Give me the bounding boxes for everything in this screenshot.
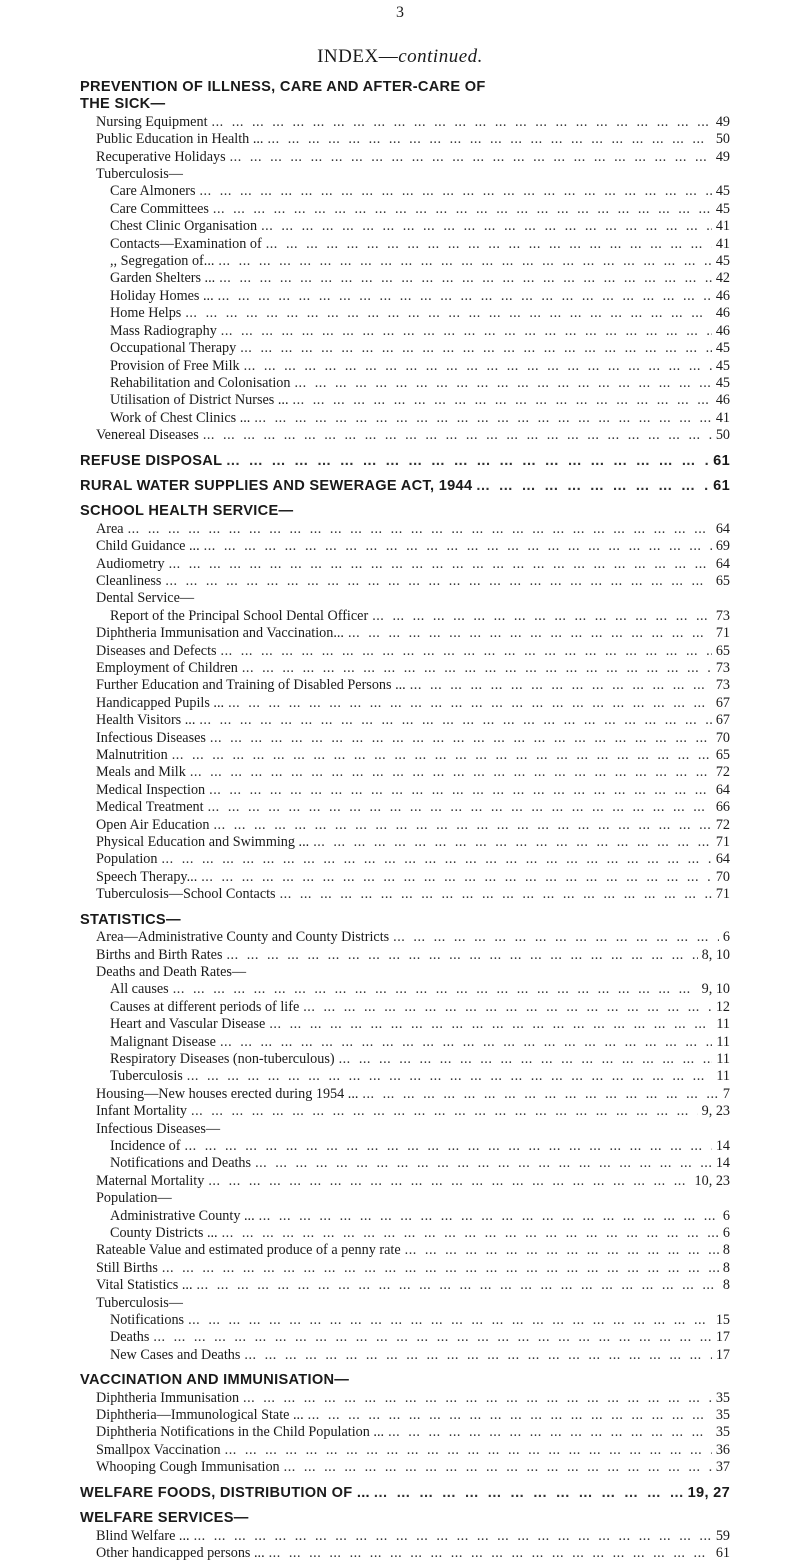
index-list: [80, 79, 730, 1562]
entry-page-number: 65: [715, 572, 730, 589]
entry-title: Maternal Mortality: [96, 1172, 205, 1189]
entry-page-number: 64: [715, 555, 730, 572]
dot-leader: [313, 834, 712, 851]
section-heading: SCHOOL HEALTH SERVICE—: [80, 503, 294, 520]
entry-page-number: 46: [715, 392, 730, 409]
entry-title: Meals and Milk: [96, 764, 186, 781]
dot-leader: [128, 521, 712, 538]
index-entry: [80, 236, 730, 253]
entry-page-number: 6: [722, 1225, 730, 1241]
entry-page-number: 61: [715, 1544, 730, 1561]
entry-title: Other handicapped persons ...: [96, 1544, 265, 1561]
dot-leader: [153, 1329, 711, 1346]
index-entry: [80, 929, 730, 946]
dot-leader: [293, 392, 712, 409]
entry-title: Tuberculosis: [110, 1068, 183, 1085]
entry-title: Housing—New houses erected during 1954 ...: [96, 1085, 359, 1102]
entry-page-number: 17: [715, 1329, 730, 1346]
page-title: [0, 46, 800, 68]
entry-page-number: 6: [722, 1207, 730, 1224]
dot-leader: [405, 1242, 719, 1259]
entry-title: Audiometry: [96, 555, 165, 572]
entry-title: REFUSE DISPOSAL: [80, 452, 223, 469]
entry-page-number: 66: [715, 799, 730, 816]
subsection-heading: Tuberculosis—: [96, 1294, 183, 1311]
entry-title: Speech Therapy...: [96, 868, 198, 885]
dot-leader: [243, 1390, 712, 1407]
entry-title: Contacts—Examination of: [110, 235, 262, 252]
dot-leader: [191, 1103, 698, 1120]
index-entry: [80, 643, 730, 660]
dot-leader: [172, 747, 712, 764]
dot-leader: [393, 929, 719, 946]
entry-page-number: 9, 23: [701, 1103, 730, 1120]
entry-title: Area: [96, 520, 124, 537]
dot-leader: [339, 1051, 713, 1068]
entry-title: Medical Inspection: [96, 781, 206, 798]
dot-leader: [209, 782, 712, 799]
entry-title: Handicapped Pupils ...: [96, 694, 225, 711]
subsection-heading: Dental Service—: [96, 590, 195, 607]
entry-title: RURAL WATER SUPPLIES AND SEWERAGE ACT, 1944: [80, 477, 473, 494]
entry-page-number: 8, 10: [701, 946, 730, 963]
index-entry: [80, 1173, 730, 1190]
dot-leader: [197, 1277, 719, 1294]
page-number: 3: [396, 4, 404, 21]
index-entry: [80, 392, 730, 409]
entry-title: Public Education in Health ...: [96, 131, 264, 148]
index-entry: [80, 270, 730, 287]
entry-title: Child Guidance ...: [96, 538, 200, 555]
index-entry: [80, 218, 730, 235]
index-entry: [80, 1208, 730, 1225]
entry-title: Incidence of: [110, 1137, 181, 1154]
dot-leader: [267, 131, 711, 148]
entry-page-number: 41: [715, 409, 730, 426]
entry-title: Notifications: [110, 1312, 185, 1329]
entry-page-number: 41: [715, 235, 730, 252]
index-entry: [80, 538, 730, 555]
entry-page-number: 71: [715, 625, 730, 642]
dot-leader: [210, 730, 712, 747]
dot-leader: [476, 478, 709, 495]
dot-leader: [220, 1034, 712, 1051]
index-entry: [80, 981, 730, 998]
entry-page-number: 8: [722, 1242, 730, 1259]
entry-title: Report of the Principal School Dental Officer: [110, 607, 369, 624]
entry-title: Recuperative Holidays: [96, 148, 226, 165]
entry-title: Diphtheria Notifications in the Child Population ...: [96, 1424, 385, 1441]
index-entry: [80, 1086, 730, 1103]
index-entry: [80, 747, 730, 764]
entry-page-number: 15: [715, 1312, 730, 1329]
dot-leader: [221, 643, 712, 660]
entry-title: Provision of Free Milk: [110, 357, 240, 374]
entry-title: Care Committees: [110, 200, 209, 217]
subsection-heading: Tuberculosis—: [96, 166, 183, 183]
entry-page-number: 64: [715, 851, 730, 868]
section-heading: VACCINATION AND IMMUNISATION—: [80, 1372, 350, 1389]
dot-leader: [213, 201, 712, 218]
entry-title: ,, Segregation of...: [110, 253, 215, 270]
index-entry: [80, 730, 730, 747]
entry-page-number: 49: [715, 113, 730, 130]
index-entry: [80, 625, 730, 642]
dot-leader: [200, 183, 712, 200]
dot-leader: [208, 799, 712, 816]
index-entry: [80, 1242, 730, 1259]
index-entry: [80, 1155, 730, 1172]
dot-leader: [244, 1347, 711, 1364]
entry-page-number: 73: [715, 660, 730, 676]
dot-leader: [226, 453, 709, 470]
dot-leader: [388, 1424, 712, 1441]
index-entry: [80, 1138, 730, 1155]
entry-page-number: 35: [715, 1424, 730, 1441]
entry-title: Diphtheria Immunisation and Vaccination...: [96, 625, 344, 642]
entry-page-number: 65: [715, 642, 730, 659]
entry-title: Garden Shelters ...: [110, 270, 216, 287]
entry-title: Smallpox Vaccination: [96, 1441, 221, 1458]
entry-page-number: 45: [715, 200, 730, 217]
dot-leader: [240, 340, 712, 357]
dot-leader: [410, 677, 712, 694]
dot-leader: [204, 538, 712, 555]
entry-title: Population: [96, 851, 158, 868]
entry-page-number: 36: [715, 1441, 730, 1458]
dot-leader: [188, 1312, 712, 1329]
entry-page-number: 45: [715, 374, 730, 391]
entry-title: Open Air Education: [96, 816, 210, 833]
index-entry: [80, 677, 730, 694]
entry-title: Venereal Diseases: [96, 427, 199, 444]
index-entry: [80, 521, 730, 538]
dot-leader: [254, 410, 711, 427]
entry-page-number: 67: [715, 694, 730, 711]
entry-page-number: 11: [716, 1050, 730, 1067]
dot-leader: [284, 1459, 712, 1476]
dot-leader: [162, 1260, 719, 1277]
section-heading: WELFARE SERVICES—: [80, 1510, 249, 1527]
index-entry: [80, 1103, 730, 1120]
entry-title: County Districts ...: [110, 1225, 218, 1241]
entry-title: Diphtheria—Immunological State ...: [96, 1407, 304, 1424]
index-entry: [80, 201, 730, 218]
index-entry: [80, 886, 730, 903]
entry-page-number: 17: [715, 1346, 730, 1363]
section-entry: [80, 1485, 730, 1502]
entry-title: Infant Mortality: [96, 1103, 188, 1120]
dot-leader: [228, 695, 712, 712]
index-entry: [80, 427, 730, 444]
dot-leader: [348, 625, 712, 642]
title-main: INDEX—: [317, 46, 399, 67]
dot-leader: [199, 712, 711, 729]
index-entry: [80, 1051, 730, 1068]
index-entry: [80, 253, 730, 270]
dot-leader: [259, 1208, 719, 1225]
dot-leader: [169, 556, 712, 573]
dot-leader: [303, 999, 712, 1016]
dot-leader: [208, 1173, 690, 1190]
entry-page-number: 72: [715, 816, 730, 833]
dot-leader: [374, 1485, 684, 1502]
index-entry: [80, 851, 730, 868]
entry-page-number: 70: [715, 868, 730, 885]
index-entry: [80, 869, 730, 886]
index-entry: [80, 358, 730, 375]
entry-title: Rateable Value and estimated produce of a penny rate: [96, 1242, 401, 1259]
entry-title: Malignant Disease: [110, 1033, 216, 1050]
entry-title: Notifications and Deaths: [110, 1155, 252, 1172]
index-entry: [80, 608, 730, 625]
entry-page-number: 45: [715, 183, 730, 200]
dot-leader: [194, 1528, 712, 1545]
index-entry: [80, 764, 730, 781]
entry-title: Malnutrition: [96, 747, 168, 764]
entry-title: Area—Administrative County and County Districts: [96, 929, 390, 946]
index-entry: [80, 1424, 730, 1441]
dot-leader: [266, 236, 712, 253]
entry-title: Heart and Vascular Disease: [110, 1016, 266, 1033]
index-entry: [80, 410, 730, 427]
entry-page-number: 45: [715, 357, 730, 374]
index-entry: [80, 288, 730, 305]
dot-leader: [230, 149, 712, 166]
index-entry: [80, 1016, 730, 1033]
entry-page-number: 73: [715, 607, 730, 624]
dot-leader: [244, 358, 712, 375]
entry-page-number: 7: [722, 1085, 730, 1102]
dot-leader: [213, 817, 711, 834]
index-entry: [80, 114, 730, 131]
entry-title: Home Helps: [110, 305, 182, 322]
dot-leader: [225, 1442, 712, 1459]
entry-page-number: 12: [715, 998, 730, 1015]
index-entry: [80, 375, 730, 392]
entry-title: Physical Education and Swimming ...: [96, 834, 310, 851]
subsection-heading: Population—: [96, 1190, 172, 1207]
dot-leader: [185, 305, 711, 322]
index-entry: [80, 1442, 730, 1459]
entry-page-number: 71: [715, 834, 730, 851]
entry-title: Chest Clinic Organisation: [110, 218, 258, 235]
entry-title: Employment of Children: [96, 660, 238, 676]
section-heading: PREVENTION OF ILLNESS, CARE AND AFTER-CARE OF: [80, 79, 486, 95]
entry-page-number: 65: [715, 747, 730, 764]
entry-title: Still Births: [96, 1259, 158, 1276]
entry-page-number: 72: [715, 764, 730, 781]
index-entry: [80, 340, 730, 357]
index-entry: [80, 817, 730, 834]
dot-leader: [294, 375, 711, 392]
entry-page-number: 37: [715, 1459, 730, 1476]
dot-leader: [218, 253, 711, 270]
entry-title: Health Visitors ...: [96, 712, 196, 729]
entry-title: Deaths: [110, 1329, 150, 1346]
dot-leader: [362, 1086, 718, 1103]
entry-page-number: 45: [715, 340, 730, 357]
entry-title: Diseases and Defects: [96, 642, 217, 659]
index-entry: [80, 1407, 730, 1424]
entry-page-number: 19, 27: [687, 1484, 730, 1501]
dot-leader: [185, 1138, 712, 1155]
entry-page-number: 41: [715, 218, 730, 235]
index-entry: [80, 1312, 730, 1329]
entry-page-number: 9, 10: [701, 981, 730, 998]
index-entry: [80, 1329, 730, 1346]
entry-title: Diphtheria Immunisation: [96, 1389, 240, 1406]
dot-leader: [308, 1407, 712, 1424]
index-entry: [80, 1260, 730, 1277]
index-entry: [80, 556, 730, 573]
entry-title: Births and Birth Rates: [96, 946, 223, 963]
dot-leader: [187, 1068, 713, 1085]
entry-title: Holiday Homes ...: [110, 287, 214, 304]
index-entry: [80, 695, 730, 712]
entry-title: Utilisation of District Nurses ...: [110, 392, 289, 409]
section-entry: [80, 478, 730, 495]
index-entry: [80, 782, 730, 799]
index-entry: [80, 183, 730, 200]
entry-title: Cleanliness: [96, 572, 162, 589]
entry-page-number: 59: [715, 1527, 730, 1544]
entry-title: New Cases and Deaths: [110, 1346, 241, 1363]
entry-page-number: 42: [715, 270, 730, 287]
entry-page-number: 14: [715, 1137, 730, 1154]
entry-page-number: 35: [715, 1389, 730, 1406]
entry-title: WELFARE FOODS, DISTRIBUTION OF ...: [80, 1484, 370, 1501]
entry-title: Administrative County ...: [110, 1207, 255, 1224]
entry-page-number: 61: [713, 477, 730, 494]
dot-leader: [190, 764, 712, 781]
index-entry: [80, 1225, 730, 1242]
entry-page-number: 70: [715, 729, 730, 746]
index-entry: [80, 660, 730, 677]
entry-page-number: 6: [722, 929, 730, 946]
entry-page-number: 71: [715, 886, 730, 903]
dot-leader: [242, 660, 712, 677]
section-entry: [80, 453, 730, 470]
entry-title: Nursing Equipment: [96, 113, 208, 130]
dot-leader: [212, 114, 712, 131]
entry-page-number: 50: [715, 131, 730, 148]
dot-leader: [219, 270, 712, 287]
dot-leader: [280, 886, 712, 903]
entry-title: Care Almoners: [110, 183, 196, 200]
section-heading: STATISTICS—: [80, 911, 181, 928]
entry-page-number: 61: [713, 452, 730, 469]
entry-page-number: 64: [715, 781, 730, 798]
entry-page-number: 35: [715, 1407, 730, 1424]
entry-page-number: 11: [716, 1016, 730, 1033]
entry-page-number: 67: [715, 712, 730, 729]
dot-leader: [372, 608, 712, 625]
index-entry: [80, 947, 730, 964]
index-entry: [80, 1034, 730, 1051]
index-entry: [80, 799, 730, 816]
dot-leader: [161, 851, 711, 868]
dot-leader: [261, 218, 712, 235]
index-entry: [80, 573, 730, 590]
entry-page-number: 45: [715, 253, 730, 270]
entry-title: Occupational Therapy: [110, 340, 237, 357]
entry-title: Respiratory Diseases (non-tuberculous): [110, 1050, 335, 1067]
index-entry: [80, 1528, 730, 1545]
entry-title: Whooping Cough Immunisation: [96, 1459, 280, 1476]
dot-leader: [227, 947, 698, 964]
index-entry: [80, 149, 730, 166]
entry-title: Medical Treatment: [96, 799, 204, 816]
section-heading: THE SICK—: [80, 96, 166, 113]
entry-page-number: 50: [715, 427, 730, 444]
entry-title: Rehabilitation and Colonisation: [110, 374, 291, 391]
entry-page-number: 8: [722, 1277, 730, 1294]
entry-page-number: 73: [715, 677, 730, 694]
dot-leader: [269, 1545, 712, 1562]
index-entry: [80, 1459, 730, 1476]
entry-page-number: 11: [716, 1068, 730, 1085]
dot-leader: [269, 1016, 712, 1033]
dot-leader: [203, 427, 712, 444]
entry-title: Work of Chest Clinics ...: [110, 409, 251, 426]
entry-page-number: 10, 23: [694, 1172, 730, 1189]
index-entry: [80, 305, 730, 322]
index-entry: [80, 131, 730, 148]
index-entry: [80, 1277, 730, 1294]
subsection-heading: Infectious Diseases—: [96, 1120, 221, 1137]
entry-page-number: 69: [715, 538, 730, 555]
dot-leader: [222, 1225, 719, 1242]
index-entry: [80, 1545, 730, 1562]
dot-leader: [173, 981, 698, 998]
entry-title: Tuberculosis—School Contacts: [96, 886, 276, 903]
index-entry: [80, 834, 730, 851]
dot-leader: [255, 1155, 712, 1172]
entry-title: Infectious Diseases: [96, 729, 206, 746]
entry-page-number: 49: [715, 148, 730, 165]
dot-leader: [165, 573, 711, 590]
entry-title: Causes at different periods of life: [110, 998, 300, 1015]
entry-page-number: 46: [715, 322, 730, 339]
index-entry: [80, 1068, 730, 1085]
entry-page-number: 46: [715, 305, 730, 322]
index-entry: [80, 1390, 730, 1407]
entry-title: Further Education and Training of Disabled Persons ...: [96, 677, 406, 694]
index-entry: [80, 1347, 730, 1364]
entry-title: Vital Statistics ...: [96, 1277, 193, 1294]
entry-page-number: 46: [715, 287, 730, 304]
entry-page-number: 64: [715, 520, 730, 537]
index-entry: [80, 323, 730, 340]
entry-title: Blind Welfare ...: [96, 1527, 190, 1544]
dot-leader: [218, 288, 712, 305]
subsection-heading: Deaths and Death Rates—: [96, 963, 247, 980]
entry-page-number: 11: [716, 1033, 730, 1050]
title-continued: continued.: [398, 46, 483, 67]
dot-leader: [201, 869, 712, 886]
entry-title: All causes: [110, 981, 169, 998]
entry-page-number: 8: [722, 1259, 730, 1276]
dot-leader: [221, 323, 712, 340]
index-entry: [80, 999, 730, 1016]
index-entry: [80, 712, 730, 729]
entry-page-number: 14: [715, 1155, 730, 1172]
entry-title: Mass Radiography: [110, 322, 217, 339]
